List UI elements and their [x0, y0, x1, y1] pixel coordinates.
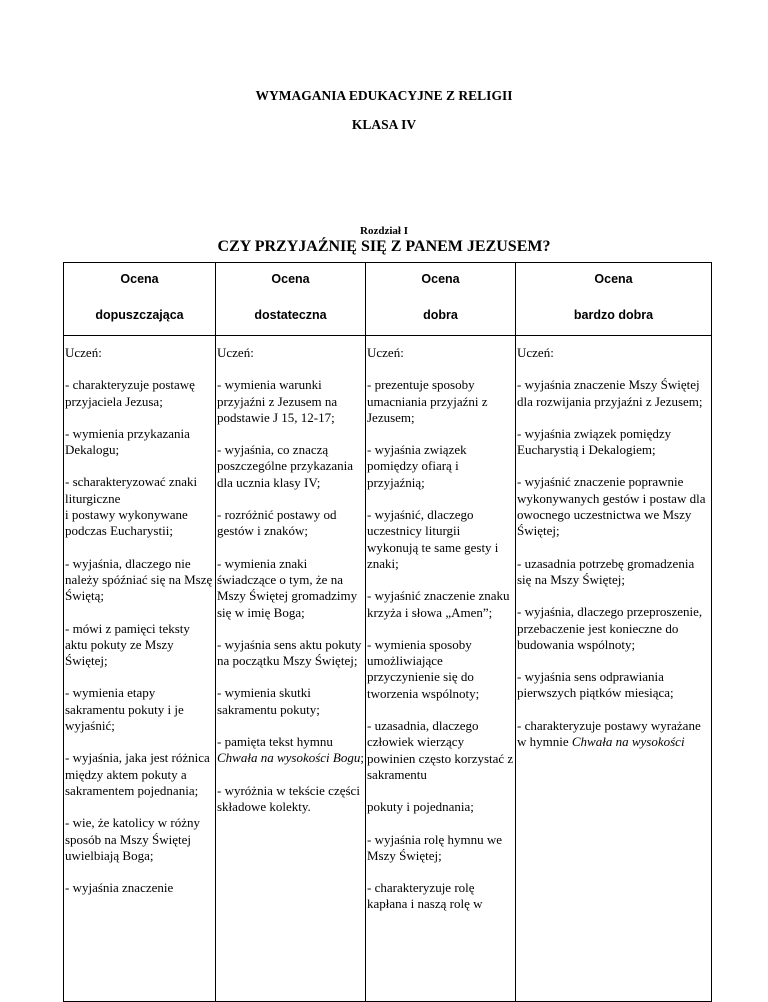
- list-item: - charakteryzuje rolę kapłana i naszą rolę w: [367, 880, 483, 912]
- list-item: - wyjaśnia sens aktu pokuty na początku Mszy Świętej;: [217, 636, 362, 669]
- list-item: pokuty i pojednania;: [367, 799, 474, 815]
- hymn-prefix: - pamięta tekst hymnu: [217, 734, 333, 750]
- requirements-table: [63, 262, 712, 1002]
- list-item: - wyjaśnia znaczenie Mszy Świętej dla rozwijania przyjaźni z Jezusem;: [517, 377, 703, 409]
- chapter-label: Rozdział I: [360, 225, 408, 237]
- list-item: - wyjaśnia związek pomiędzy ofiarą i przyjaźnią;: [367, 442, 467, 490]
- header-grade-label: Ocena: [421, 272, 460, 286]
- hymn-title: Chwała na wysokości: [571, 734, 685, 750]
- column-dobra: [366, 336, 516, 1002]
- list-item-hymn: [217, 734, 364, 767]
- list-item: - wyjaśnia, dlaczego nie należy spóźniać się na Mszę Świętą;: [65, 555, 213, 604]
- header-grade-label: Ocena: [120, 272, 159, 286]
- list-item: - wyróżnia w tekście części składowe kolekty.: [217, 782, 360, 814]
- list-item: - wyjaśnia związek pomiędzy Eucharystią i Dekalogiem;: [517, 425, 672, 458]
- list-item: - wymienia etapy sakramentu pokuty i je wyjaśnić;: [65, 685, 184, 734]
- list-item: - wymienia przykazania Dekalogu;: [65, 425, 190, 458]
- list-item: - prezentuje sposoby umacniania przyjaźni z Jezusem;: [367, 377, 488, 425]
- list-item: - wymienia skutki sakramentu pokuty;: [217, 685, 320, 717]
- list-item: - wyjaśnia, co znaczą poszczególne przykazania dla ucznia klasy IV;: [217, 442, 354, 490]
- column-dostateczna: [216, 336, 366, 1002]
- list-item: - wyjaśnić znaczenie poprawnie wykonywanych gestów i postaw dla owocnego uczestnictwa we Mszy Świętej;: [517, 474, 706, 539]
- list-item: - wyjaśnia rolę hymnu we Mszy Świętej;: [367, 831, 503, 863]
- list-item: - wie, że katolicy w różny sposób na Mszy Świętej uwielbiają Boga;: [65, 815, 201, 863]
- hymn-title: Chwała na wysokości Bogu: [217, 750, 361, 766]
- list-item: - wyjaśnić, dlaczego uczestnicy liturgii wykonują te same gesty i znaki;: [367, 507, 499, 571]
- list-item: - wymienia znaki świadczące o tym, że na Mszy Świętej gromadzimy się w imię Boga;: [217, 555, 358, 620]
- hymn-suffix: ;: [360, 750, 364, 766]
- table-header-row: [64, 263, 712, 336]
- list-item: - wyjaśnić znaczenie znaku krzyża i słowa „Amen”;: [367, 588, 510, 620]
- header-grade-label: Ocena: [271, 272, 310, 286]
- header-cell: [216, 263, 366, 336]
- student-label: Uczeń:: [517, 345, 554, 360]
- header-cell: [366, 263, 516, 336]
- list-item: - wyjaśnia znaczenie: [65, 880, 174, 896]
- header-grade-label: Ocena: [594, 272, 633, 286]
- column-dopuszczajaca: [64, 336, 216, 1002]
- list-item: - wymienia warunki przyjaźni z Jezusem na podstawie J 15, 12-17;: [217, 377, 338, 425]
- list-item: - wyjaśnia, jaka jest różnica między aktem pokuty a sakramentem pojednania;: [65, 750, 210, 798]
- list-item: - wyjaśnia, dlaczego przeproszenie, przebaczenie jest konieczne do budowania wspólnoty;: [517, 604, 703, 652]
- list-item-hymn: [517, 718, 710, 751]
- header-grade-name: dopuszczająca: [95, 308, 184, 322]
- chapter-title: CZY PRZYJAŹNIĘ SIĘ Z PANEM JEZUSEM?: [217, 238, 551, 255]
- table-body-row: [64, 336, 712, 1002]
- student-label: Uczeń:: [367, 345, 404, 360]
- header-cell: [516, 263, 712, 336]
- column-bardzo-dobra: [516, 336, 712, 1002]
- header-grade-name: dostateczna: [254, 308, 327, 322]
- list-item: - rozróżnić postawy od gestów i znaków;: [217, 507, 337, 539]
- list-item: - uzasadnia potrzebę gromadzenia się na Mszy Świętej;: [517, 555, 695, 587]
- header-grade-name: dobra: [423, 308, 458, 322]
- list-item: - wymienia sposoby umożliwiające przyczynienie się do tworzenia wspólnoty;: [367, 636, 480, 701]
- hymn-prefix: - charakteryzuje postawy wyrażane w hymnie: [517, 717, 701, 750]
- list-item: - scharakteryzować znaki liturgiczne i postawy wykonywane podczas Eucharystii;: [65, 474, 198, 539]
- list-item: - mówi z pamięci teksty aktu pokuty ze Mszy Świętej;: [65, 620, 190, 669]
- header-cell: [64, 263, 216, 336]
- document-title: WYMAGANIA EDUKACYJNE Z RELIGII: [255, 88, 513, 103]
- student-label: Uczeń:: [217, 345, 254, 360]
- list-item: - charakteryzuje postawę przyjaciela Jezusa;: [65, 377, 195, 409]
- list-item: - wyjaśnia sens odprawiania pierwszych piątków miesiąca;: [517, 669, 674, 701]
- student-label: Uczeń:: [65, 345, 102, 360]
- list-item: - uzasadnia, dlaczego człowiek wierzący powinien często korzystać z sakramentu: [367, 718, 514, 782]
- header-grade-name: bardzo dobra: [573, 308, 654, 322]
- class-label: KLASA IV: [351, 117, 417, 132]
